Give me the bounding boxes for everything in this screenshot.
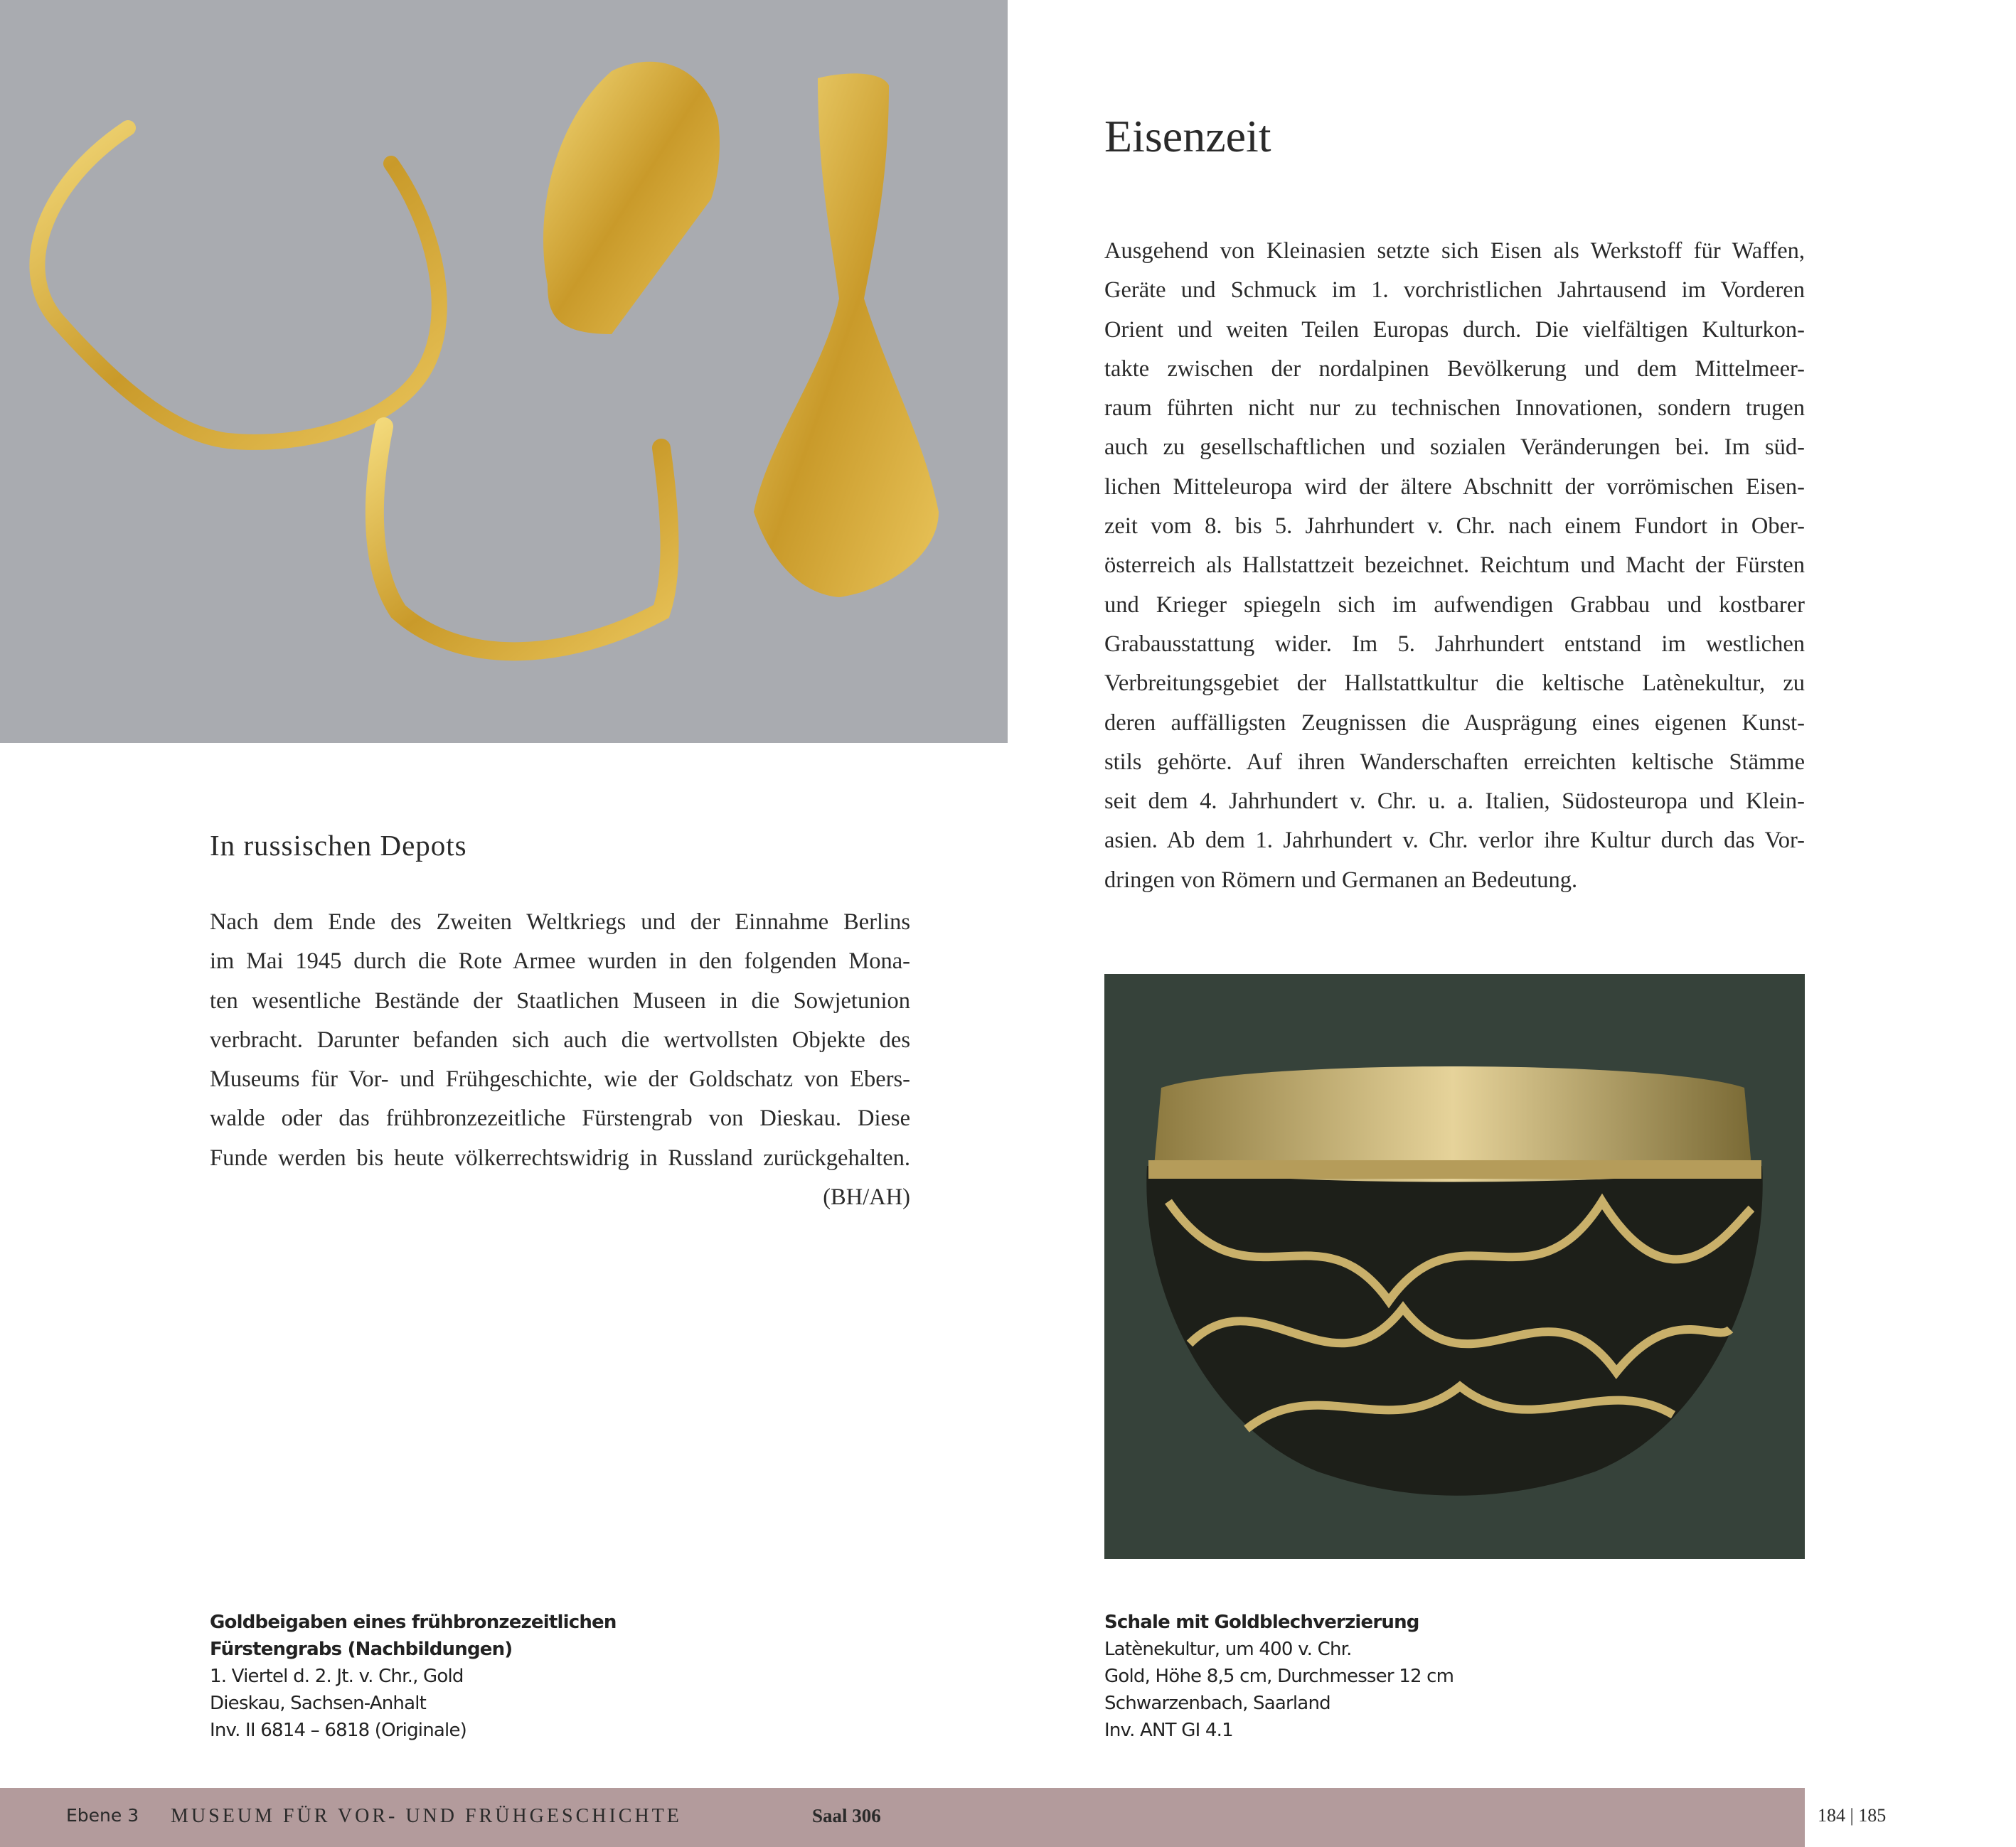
text-line: lichen Mitteleuropa wird der ältere Abschnitt der vorrömischen Eisen- — [1104, 473, 1805, 500]
text-line: Grabausstattung wider. Im 5. Jahrhundert entstand im westlichen — [1104, 631, 1805, 657]
text-line: stils gehörte. Auf ihren Wanderschaften erreichten keltische Stämme — [1104, 749, 1805, 775]
gold-jewelry-image — [0, 0, 1008, 743]
section-heading-eisenzeit: Eisenzeit — [1104, 111, 1271, 161]
photo-gold-grave-goods — [0, 0, 1008, 743]
text-line: Inv. ANT GI 4.1 — [1104, 1720, 1233, 1741]
text-line: Latènekultur, um 400 v. Chr. — [1104, 1639, 1352, 1660]
text-line: österreich als Hallstattzeit bezeichnet. Reichtum und Macht der Fürsten — [1104, 552, 1805, 579]
text-line: raum führten nicht nur zu technischen Innovationen, sondern trugen — [1104, 395, 1805, 422]
gold-bowl-image — [1104, 974, 1805, 1559]
text-line: Schale mit Goldblechverzierung — [1104, 1612, 1419, 1633]
text-line: Geräte und Schmuck im 1. vorchristlichen Jahrtausend im Vorderen — [1104, 277, 1805, 304]
caption-gold-bowl — [1104, 1609, 1454, 1744]
footer-room: Saal 306 — [812, 1805, 881, 1826]
photo-gold-bowl — [1104, 974, 1805, 1559]
footer-museum-name: MUSEUM FÜR VOR- UND FRÜHGESCHICHTE — [171, 1805, 682, 1827]
text-line: ten wesentliche Bestände der Staatlichen Museen in die Sowjetunion — [210, 987, 910, 1014]
text-line: und Krieger spiegeln sich im aufwendigen Grabbau und kostbarer — [1104, 591, 1805, 618]
text-line: asien. Ab dem 1. Jahrhundert v. Chr. verlor ihre Kultur durch das Vor- — [1104, 828, 1805, 854]
text-line: Schwarzenbach, Saarland — [1104, 1693, 1330, 1714]
footer-band — [0, 1788, 1805, 1847]
caption-gold-grave-goods — [210, 1609, 617, 1744]
text-line: 1. Viertel d. 2. Jt. v. Chr., Gold — [210, 1666, 464, 1687]
text-line: im Mai 1945 durch die Rote Armee wurden in den folgenden Mona- — [210, 948, 910, 975]
footer-level: Ebene 3 — [66, 1805, 139, 1826]
text-line: takte zwischen der nordalpinen Bevölkerung und dem Mittelmeer- — [1104, 355, 1805, 382]
text-line: Verbreitungsgebiet der Hallstattkultur die keltische Latènekultur, zu — [1104, 670, 1805, 697]
text-line: Funde werden bis heute völkerrechtswidrig in Russland zurückgehalten. — [210, 1145, 910, 1171]
eisenzeit-body-text — [1104, 232, 1805, 900]
text-line: zeit vom 8. bis 5. Jahrhundert v. Chr. nach einem Fundort in Ober- — [1104, 513, 1805, 540]
text-line: Nach dem Ende des Zweiten Weltkriegs und der Einnahme Berlins — [210, 909, 910, 935]
text-line: Dieskau, Sachsen-Anhalt — [210, 1693, 427, 1714]
text-line: Fürstengrabs (Nachbildungen) — [210, 1639, 513, 1660]
text-line: Goldbeigaben eines frühbronzezeitlichen — [210, 1612, 617, 1633]
russian-depots-body-text — [210, 903, 910, 1217]
text-line: Inv. II 6814 – 6818 (Originale) — [210, 1720, 466, 1741]
text-line: dringen von Römern und Germanen an Bedeutung. — [1104, 867, 1578, 893]
text-line: Ausgehend von Kleinasien setzte sich Eisen als Werkstoff für Waffen, — [1104, 238, 1805, 264]
text-line: verbracht. Darunter befanden sich auch die wertvollsten Objekte des — [210, 1027, 910, 1053]
text-line: Gold, Höhe 8,5 cm, Durchmesser 12 cm — [1104, 1666, 1454, 1687]
text-line: Orient und weiten Teilen Europas durch. Die vielfältigen Kulturkon- — [1104, 316, 1805, 343]
section-heading-russian-depots: In russischen Depots — [210, 829, 467, 862]
text-line: auch zu gesellschaftlichen und sozialen Veränderungen bei. Im süd- — [1104, 434, 1805, 461]
text-line: seit dem 4. Jahrhundert v. Chr. u. a. Italien, Südosteuropa und Klein- — [1104, 788, 1805, 815]
text-line: walde oder das frühbronzezeitliche Fürstengrab von Dieskau. Diese — [210, 1105, 910, 1132]
author-initials: (BH/AH) — [823, 1184, 910, 1211]
page-numbers: 184 | 185 — [1818, 1805, 1887, 1826]
text-line: deren auffälligsten Zeugnissen die Ausprägung eines eigenen Kunst- — [1104, 710, 1805, 736]
text-line: Museums für Vor- und Frühgeschichte, wie der Goldschatz von Ebers- — [210, 1066, 910, 1093]
